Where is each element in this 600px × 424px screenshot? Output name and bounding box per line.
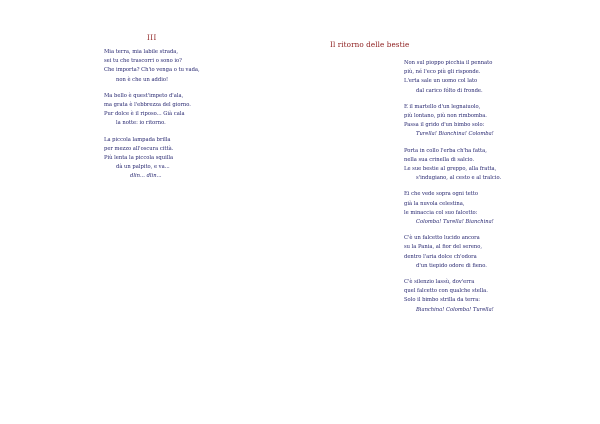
verse-line: Bianchina! Colomba! Turella! xyxy=(416,306,494,313)
stanza xyxy=(104,136,294,182)
verse-line: s'indugiano, al cesto e al tralcio. xyxy=(416,175,502,182)
verse-line: Porta in collo l'erba ch'ha fatta, xyxy=(404,147,487,154)
section-number: III xyxy=(147,34,157,42)
verse-line: Colomba! Turella! Bianchina! xyxy=(416,219,494,226)
verse-line: su la Pania, al fior del sereno, xyxy=(404,244,482,251)
verse-line: Passa il grido d'un bimbo solo: xyxy=(404,122,485,129)
verse-line: le minaccia col suo falcetto: xyxy=(404,209,478,216)
stanza xyxy=(404,190,594,227)
right-poem xyxy=(404,59,594,322)
left-poem xyxy=(104,48,294,189)
stanza xyxy=(404,59,594,96)
verse-line: ma grata è l'ebbrezza del giorno. xyxy=(104,102,191,109)
verse-line: Più lenta la piccola squilla xyxy=(104,155,174,162)
verse-line: la notte: io ritorno. xyxy=(116,120,166,127)
verse-line: quel falcetto con qualche stella. xyxy=(404,288,488,295)
verse-line: C'è silenzio lassù, dov'erra xyxy=(404,279,475,286)
verse-line: Le sue bestie al greppo, alla fratta, xyxy=(404,166,497,173)
verse-line: Pur dolce è il riposo... Già cala xyxy=(104,111,185,118)
poem-title: Il ritorno delle bestie xyxy=(330,40,410,49)
stanza xyxy=(404,103,594,140)
verse-line: dlin... dlin... xyxy=(130,173,162,180)
verse-line: C'è un falcetto lucido ancora xyxy=(404,235,480,242)
right-page xyxy=(300,0,600,424)
verse-line: dal carico fólto di fronde. xyxy=(416,87,483,94)
stanza xyxy=(404,147,594,184)
verse-line: Non sul pioppo picchia il pennato xyxy=(404,60,493,66)
verse-line: Ei che vede sopra ogni tetto xyxy=(404,191,478,198)
verse-line: più lontano, più non rimbomba. xyxy=(404,113,487,120)
stanza xyxy=(404,278,594,315)
verse-line: Turella! Bianchina! Colomba! xyxy=(416,131,494,138)
verse-line: Solo il bimbo strilla da terra: xyxy=(404,297,481,304)
verse-line: Che importa? Ch'io venga o tu vada, xyxy=(104,67,200,74)
stanza xyxy=(104,92,294,129)
verse-line: La piccola lampada brilla xyxy=(104,136,171,143)
verse-line: nella sua crinella di salcio. xyxy=(404,156,475,163)
verse-line: già la nuvola celestina, xyxy=(404,200,465,207)
verse-line: L'erta sale un uomo col lato xyxy=(404,78,478,85)
verse-line: dentro l'aria dolce ch'odora xyxy=(404,253,477,260)
verse-line: per mezzo all'oscura città. xyxy=(104,145,174,152)
verse-line: non è che un addio! xyxy=(116,76,169,83)
stanza xyxy=(104,48,294,85)
verse-line: sei tu che trascorri o sono io? xyxy=(104,58,182,65)
stanza xyxy=(404,234,594,271)
verse-line: d'un tiepido odore di fieno. xyxy=(416,262,487,269)
verse-line: dà un palpito, e va... xyxy=(116,164,170,171)
verse-line: Mia terra, mia labile strada, xyxy=(104,49,179,55)
verse-line: E il martello d'un legnaiuolo, xyxy=(404,103,481,110)
verse-line: più, né l'eco più gli risponde. xyxy=(404,69,481,76)
verse-line: Ma bello è quest'impeto d'ala, xyxy=(104,92,184,99)
